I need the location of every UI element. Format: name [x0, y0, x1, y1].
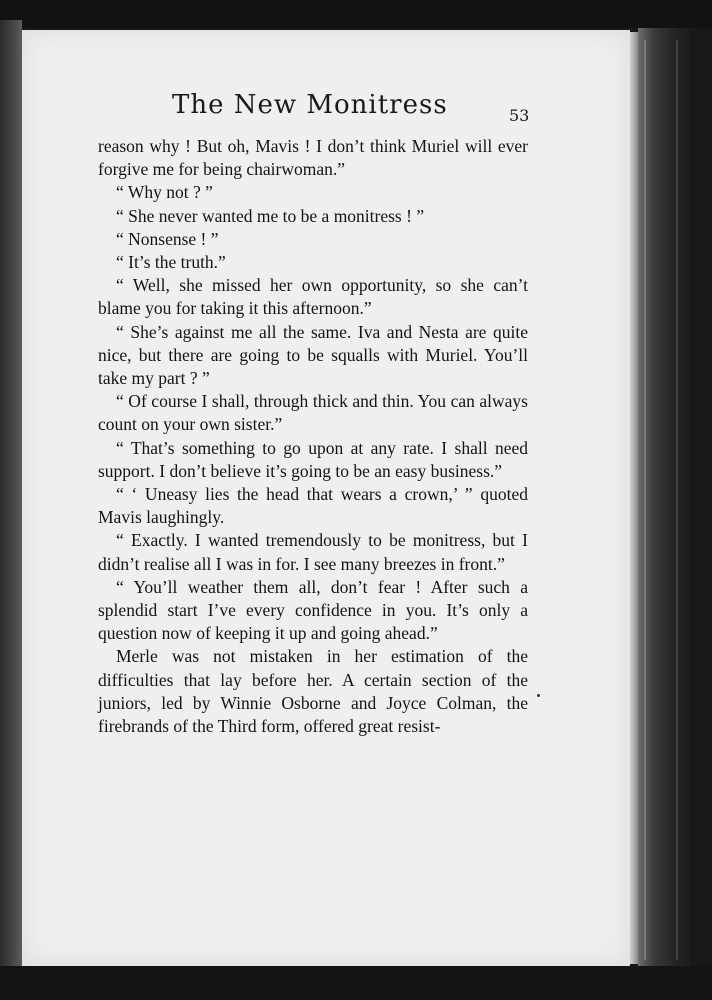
paragraph: “ Of course I shall, through thick and thin. You can always count on your own sister.” — [98, 391, 528, 435]
paragraph: reason why ! But oh, Mavis ! I don’t think Muriel will ever forgive me for being chairwoman.” — [98, 136, 528, 180]
paragraph: “ Why not ? ” — [116, 182, 213, 203]
book-cover-stripe — [644, 40, 678, 960]
page-number: 53 — [509, 106, 530, 125]
scan-background-bottom — [0, 966, 712, 1000]
ink-speck — [537, 694, 540, 697]
paragraph: Merle was not mistaken in her estimation of the difficulties that lay before her. A certain section of the juniors, led by Winnie Osborne and Joyce Colman, the firebrands of the Third form, offered great resist- — [98, 646, 528, 737]
paragraph: “ Exactly. I wanted tremendously to be monitress, but I didn’t realise all I was in for. I see many breezes in front.” — [98, 530, 528, 574]
paragraph: “ She never wanted me to be a monitress ! ” — [116, 205, 425, 226]
paragraph: “ It’s the truth.” — [116, 252, 226, 273]
paragraph: “ You’ll weather them all, don’t fear ! After such a splendid start I’ve every confidence in you. It’s only a question now of keeping it up and going ahead.” — [98, 576, 528, 644]
book-left-edge — [0, 20, 22, 980]
body-text — [98, 135, 528, 738]
paragraph: “ Well, she missed her own opportunity, so she can’t blame you for taking it this afternoon.” — [98, 275, 528, 319]
page-stack-edge — [630, 32, 638, 964]
running-title: The New Monitress — [172, 90, 448, 120]
paragraph: “ ‘ Uneasy lies the head that wears a crown,’ ” quoted Mavis laughingly. — [98, 484, 528, 528]
paragraph: “ That’s something to go upon at any rate. I shall need support. I don’t believe it’s going to be an easy business.” — [98, 437, 528, 481]
paragraph: “ She’s against me all the same. Iva and Nesta are quite nice, but there are going to be squalls with Muriel. You’ll take my part ? ” — [98, 321, 528, 389]
paragraph: “ Nonsense ! ” — [116, 228, 219, 249]
scan-background-top — [0, 0, 712, 28]
